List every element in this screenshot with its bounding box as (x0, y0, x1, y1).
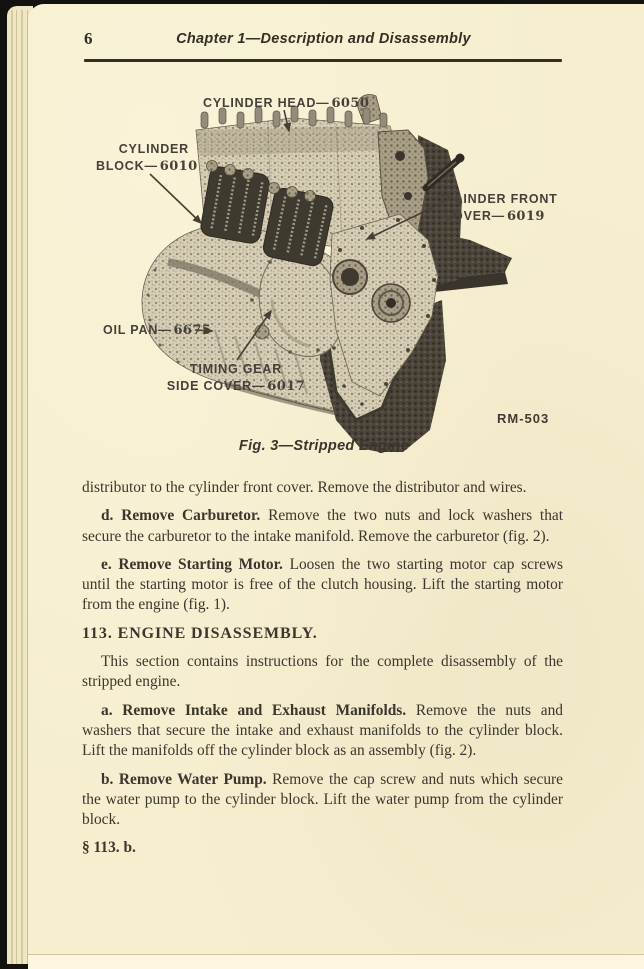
body-text-column (82, 478, 563, 867)
label-text: TIMING GEAR (189, 362, 283, 376)
label-text: CYLINDER (118, 142, 189, 156)
page-number: 6 (84, 29, 93, 48)
next-page-edge (28, 954, 644, 969)
label-text: CYLINDER HEAD— (203, 96, 330, 110)
paragraph-d-body: Remove the two nuts and lock washers that secure the carburetor to the intake manifold. Remove the carburetor (fig. 2). (82, 507, 563, 545)
part-number: 6017 (267, 378, 306, 394)
part-number: 6019 (506, 208, 545, 224)
section-footer-reference: § 113. b. (82, 839, 136, 857)
paragraph-e-body: Loosen the two starting motor cap screws until the starting motor is free of the clutch housing. Lift the starting motor from the engine (fig. 1). (82, 555, 564, 614)
photo-reference-code: RM-503 (497, 411, 550, 426)
figure-caption: Fig. 3—Stripped Engine (238, 438, 410, 454)
label-cylinder-front-cover (436, 191, 558, 225)
paragraph-d-lead: d. Remove Carburetor. (101, 507, 261, 525)
paragraph-a-lead: a. Remove Intake and Exhaust Manifolds. (101, 701, 407, 719)
part-number: 6010 (159, 158, 198, 174)
paragraph-e-lead: e. Remove Starting Motor. (101, 555, 283, 573)
section-intro: This section contains instructions for the complete disassembly of the stripped engine. (82, 653, 563, 691)
paragraph-a (82, 701, 563, 762)
part-number: 6050 (331, 96, 370, 111)
page-edge-line (21, 10, 23, 964)
paragraph-b-lead: b. Remove Water Pump. (101, 770, 267, 788)
label-oil-pan (103, 322, 211, 340)
label-text: BLOCK— (96, 158, 158, 173)
label-cylinder-block (96, 141, 198, 175)
paragraph-b (82, 770, 563, 831)
paragraph-b-body: Remove the cap screw and nuts which secure the water pump to the cylinder block. Lift the water pump from the cylinder block. (82, 770, 563, 829)
paragraph-a-body: Remove the nuts and washers that secure the intake and exhaust manifolds to the cylinder block. Lift the manifolds off the cylinder block as an assembly (fig. 2). (82, 701, 563, 760)
label-text: OIL PAN— (103, 323, 172, 337)
paragraph-d (82, 506, 563, 547)
paragraph-continuation: distributor to the cylinder front cover. Remove the distributor and wires. (82, 479, 527, 496)
label-timing-gear-side-cover (166, 361, 306, 395)
part-number: 6675 (173, 323, 212, 338)
section-heading: 113. ENGINE DISASSEMBLY. (82, 624, 318, 642)
label-cylinder-head (203, 95, 369, 113)
chapter-header: Chapter 1—Description and Disassembly (176, 31, 471, 47)
label-text: SIDE COVER— (166, 378, 266, 393)
label-text: CYLINDER FRONT (436, 192, 558, 206)
page-edge-line (11, 10, 13, 964)
label-text: COVER— (443, 208, 505, 223)
page-edge-line (16, 10, 17, 964)
paragraph-e (82, 555, 563, 616)
header-rule (84, 59, 562, 62)
